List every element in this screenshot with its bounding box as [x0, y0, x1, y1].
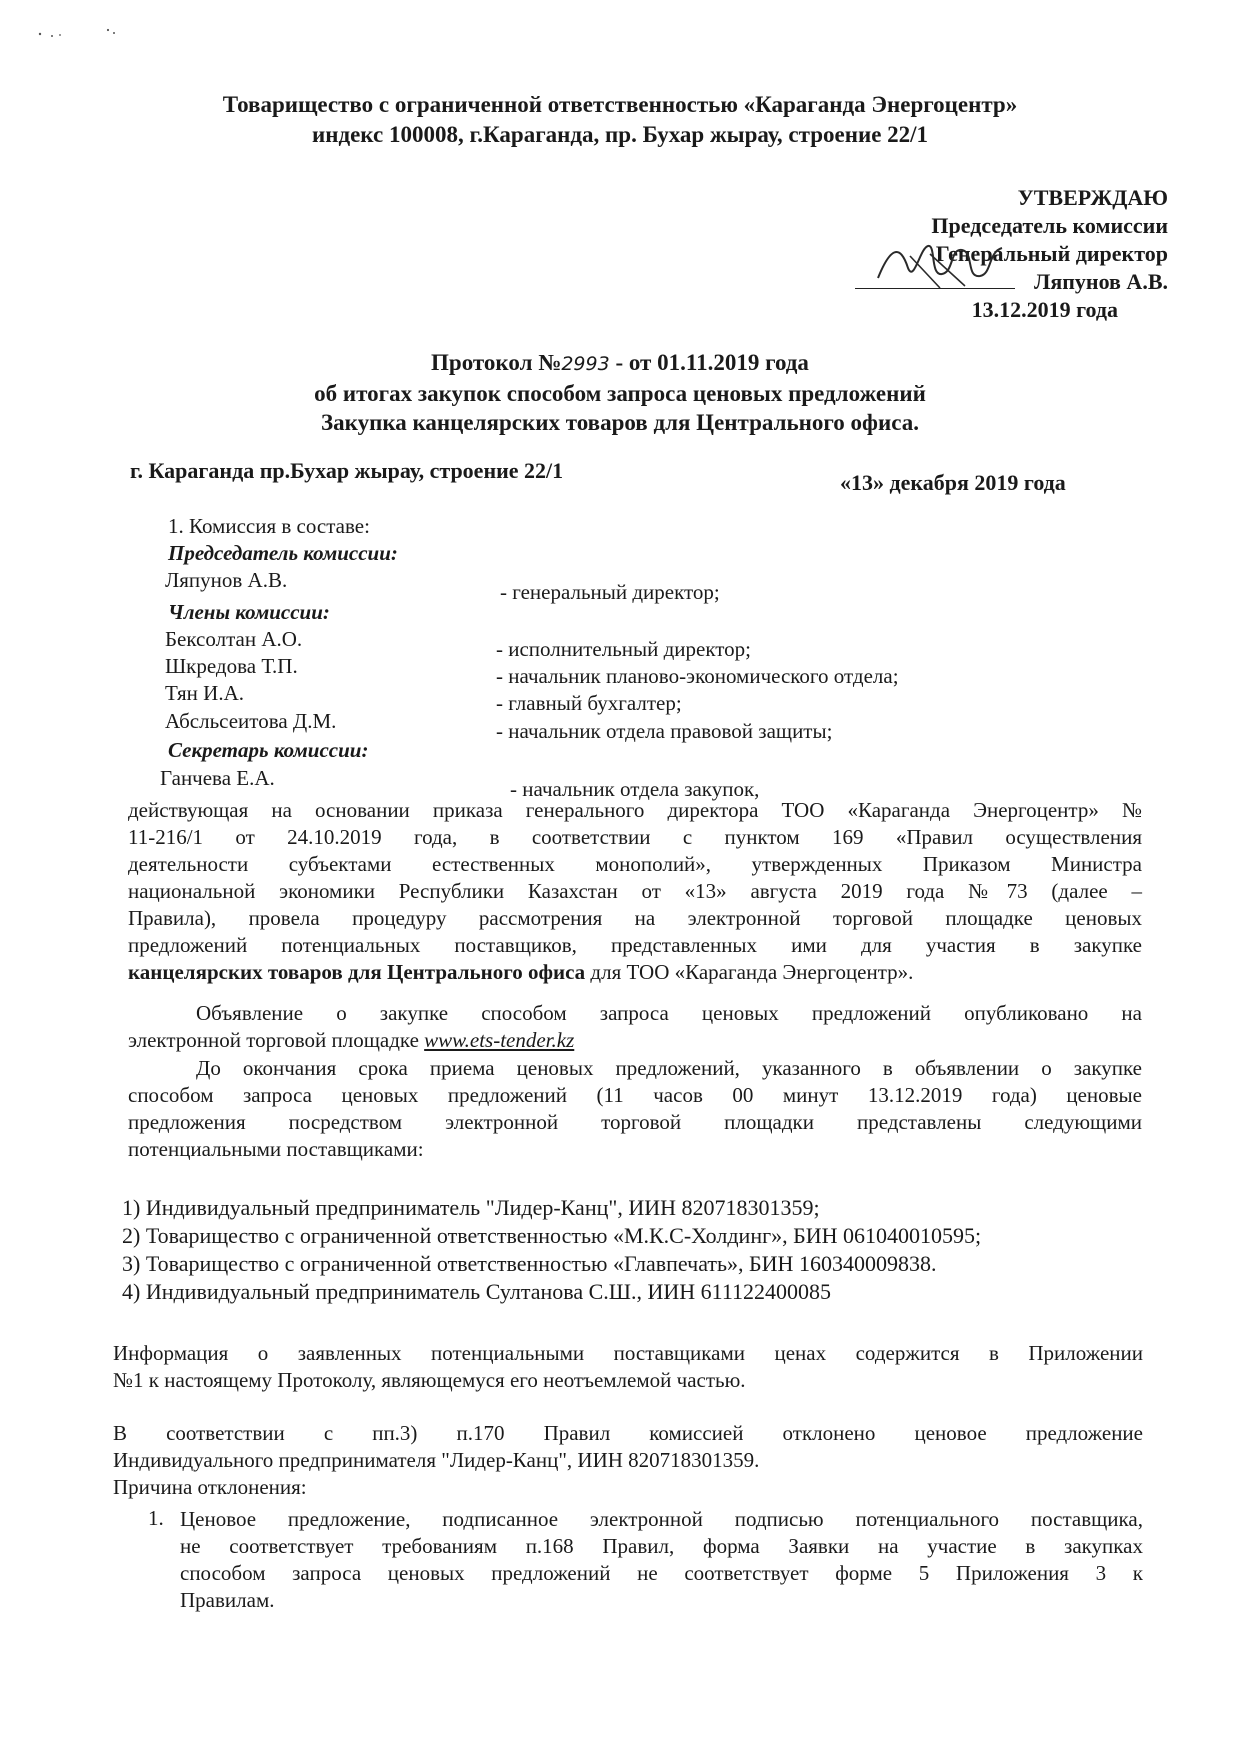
approval-date: 13.12.2019 года: [971, 297, 1118, 322]
protocol-number: 2993: [561, 353, 610, 375]
org-name: Товарищество с ограниченной ответственностью «Караганда Энергоцентр»: [222, 92, 1018, 117]
reason-heading: Причина отклонения:: [113, 1475, 307, 1499]
text-line: потенциальными поставщиками:: [128, 1137, 424, 1161]
approval-heading: УТВЕРЖДАЮ: [1017, 185, 1168, 210]
reason-number: 1.: [148, 1506, 164, 1530]
rejection-paragraph: [113, 1420, 1143, 1501]
text-line: способом запроса ценовых предложений (11 часов 00 минут 13.12.2019 года) ценовые: [128, 1083, 1142, 1107]
purchase-subject: канцелярских товаров для Центрального офиса: [128, 960, 586, 984]
secretary-heading: Секретарь комиссии:: [168, 738, 369, 762]
text-line: предложений потенциальных поставщиков, представленных ими для участия в закупке: [128, 933, 1142, 957]
supplier-item: 1) Индивидуальный предприниматель "Лидер-Канц", ИИН 820718301359;: [122, 1195, 820, 1220]
text-line: национальной экономики Республики Казахстан от «13» августа 2019 года №73 (далее –: [128, 879, 1142, 903]
ets-tender-link[interactable]: www.ets-tender.kz: [424, 1028, 575, 1052]
secretary-role: - начальник отдела закупок,: [510, 777, 760, 801]
chair-heading: Председатель комиссии:: [168, 541, 398, 565]
text-line: 11-216/1 от 24.10.2019 года, в соответствии с пунктом 169 «Правил осуществления: [128, 825, 1142, 849]
text-line: [128, 959, 1142, 986]
org-address: индекс 100008, г.Караганда, пр. Бухар жырау, строение 22/1: [311, 122, 929, 147]
text-line: №1 к настоящему Протоколу, являющемуся его неотъемлемой частью.: [113, 1368, 746, 1392]
text-line: В соответствии с пп.3) п.170 Правил комиссией отклонено ценовое предложение: [113, 1421, 1143, 1445]
deadline-paragraph: [128, 1055, 1142, 1163]
member-role: - начальник планово-экономического отдела;: [496, 664, 899, 688]
text-line: Информация о заявленных потенциальными поставщиками ценах содержится в Приложении: [113, 1341, 1143, 1365]
member-role: - исполнительный директор;: [496, 637, 752, 661]
text-line: Ценовое предложение, подписанное электронной подписью потенциального поставщика,: [180, 1507, 1143, 1531]
secretary-name: Ганчева Е.А.: [160, 766, 275, 790]
supplier-item: 3) Товарищество с ограниченной ответственностью «Главпечать», БИН 160340009838.: [122, 1251, 937, 1276]
text-line: Индивидуального предпринимателя "Лидер-Канц", ИИН 820718301359.: [113, 1448, 760, 1472]
text-line: деятельности субъектами естественных монополий», утвержденных Приказом Министра: [128, 852, 1142, 876]
text-line: предложения посредством электронной торговой площадки представлены следующими: [128, 1110, 1142, 1134]
text-line: [128, 1027, 1142, 1054]
text-line: Правилам.: [180, 1588, 275, 1612]
member-name: Тян И.А.: [165, 681, 245, 705]
protocol-title-prefix: Протокол №: [431, 350, 562, 375]
protocol-place: г. Караганда пр.Бухар жырау, строение 22/1: [130, 458, 564, 483]
approval-role-director: Генеральный директор: [935, 241, 1168, 266]
announcement-paragraph: [128, 1000, 1142, 1054]
member-name: Абсльсеитова Д.М.: [165, 709, 337, 733]
protocol-purchase-name: Закупка канцелярских товаров для Центрального офиса.: [321, 410, 919, 435]
member-role: - начальник отдела правовой защиты;: [496, 719, 833, 743]
price-info-paragraph: [113, 1340, 1143, 1394]
scan-specks: [30, 18, 130, 48]
chair-role: - генеральный директор;: [500, 580, 720, 604]
members-heading: Члены комиссии:: [168, 600, 330, 624]
approval-signer: Ляпунов А.В.: [1033, 269, 1168, 294]
text-line: способом запроса ценовых предложений не соответствует форме 5 Приложения 3 к: [180, 1561, 1143, 1585]
handwritten-signature: [870, 228, 1020, 298]
protocol-subtitle: об итогах закупок способом запроса ценовых предложений: [314, 381, 926, 406]
supplier-item: 4) Индивидуальный предприниматель Султанова С.Ш., ИИН 611122400085: [122, 1279, 832, 1304]
commission-intro: 1. Комиссия в составе:: [168, 514, 370, 538]
rejection-reason: [180, 1506, 1143, 1614]
text-line: Правила), провела процедуру рассмотрения на электронной торговой площадке ценовых: [128, 906, 1142, 930]
purchase-customer: для ТОО «Караганда Энергоцентр».: [585, 960, 914, 984]
text-line: действующая на основании приказа генерального директора ТОО «Караганда Энергоцентр» №: [128, 798, 1142, 822]
announcement-text: электронной торговой площадке: [128, 1028, 425, 1052]
protocol-date: «13» декабря 2019 года: [840, 470, 1066, 495]
member-name: Бексолтан А.О.: [165, 627, 303, 651]
text-line: не соответствует требованиям п.168 Правил, форма Заявки на участие в закупках: [180, 1534, 1143, 1558]
protocol-title: [0, 350, 1240, 376]
text-line: Объявление о закупке способом запроса ценовых предложений опубликовано на: [196, 1001, 1142, 1025]
supplier-item: 2) Товарищество с ограниченной ответственностью «М.К.С-Холдинг», БИН 061040010595;: [122, 1223, 982, 1248]
protocol-title-suffix: - от 01.11.2019 года: [615, 350, 809, 375]
approval-role-chair: Председатель комиссии: [931, 213, 1168, 238]
chair-name: Ляпунов А.В.: [165, 568, 288, 592]
text-line: До окончания срока приема ценовых предложений, указанного в объявлении о закупке: [196, 1056, 1142, 1080]
member-name: Шкредова Т.П.: [165, 654, 298, 678]
member-role: - главный бухгалтер;: [496, 691, 682, 715]
basis-paragraph: [128, 797, 1142, 986]
